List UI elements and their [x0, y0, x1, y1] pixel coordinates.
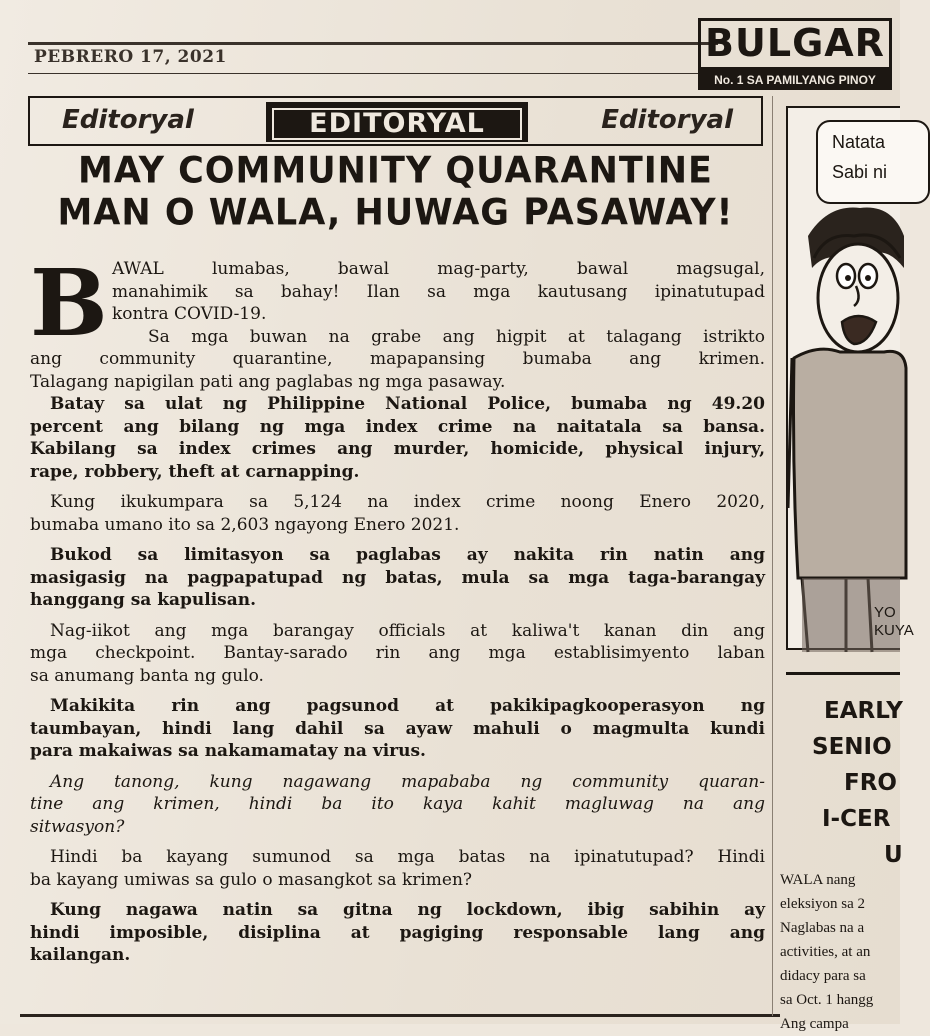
section-label-left: Editoryal — [62, 105, 194, 135]
article-line: Kabilang sa index crimes ang murder, homicide, physical injury, — [30, 439, 765, 459]
article-line: taumbayan, hindi lang dahil sa ayaw mahuli o magmulta kundi — [30, 718, 765, 739]
article-line: Kung nagawa natin sa gitna ng lockdown, ibig sabihin ay — [50, 900, 765, 920]
side-text-line: activities, at an — [780, 944, 871, 960]
cartoonist-signature — [874, 604, 914, 640]
article-line: Nag-iikot ang mga barangay officials at kaliwa't kanan din ang — [50, 620, 765, 641]
headline-line: MAY COMMUNITY QUARANTINE — [78, 150, 713, 192]
article-line: ang community quarantine, mapapansing bumaba ang krimen. — [30, 349, 765, 369]
article-line: manahimik sa bahay! Ilan sa mga kautusang ipinatutupad — [112, 281, 765, 302]
masthead-tagline: No. 1 SA PAMILYANG PINOY — [698, 70, 892, 90]
masthead-logo: BULGAR — [698, 18, 892, 70]
section-label-center: EDITORYAL — [272, 108, 522, 140]
side-text-line: eleksiyon sa 2 — [780, 896, 865, 912]
article-line: Kung ikukumpara sa 5,124 na index crime noong Enero 2020, — [50, 492, 765, 512]
dateline-bar — [28, 42, 718, 74]
article-line: Bukod sa limitasyon sa paglabas ay nakita rin natin ang — [50, 545, 765, 565]
side-text-line: didacy para sa — [780, 968, 866, 984]
side-text-line: WALA nang — [780, 872, 856, 888]
article-line: Hindi ba kayang sumunod sa mga batas na ipinatutupad? Hindi — [50, 847, 765, 867]
article-line: sitwasyon? — [30, 816, 125, 837]
bubble-line: Natata — [832, 132, 886, 152]
editorial-cartoon — [786, 106, 914, 650]
article-line: Ang tanong, kung nagawang mapababa ng community quaran- — [50, 771, 765, 792]
article-line: mga checkpoint. Bantay-sarado rin ang mga establisimyento laban — [30, 643, 765, 663]
column-divider — [772, 96, 773, 1016]
bottom-rule — [20, 1014, 780, 1017]
section-label-right: Editoryal — [601, 105, 733, 135]
side-headline-line: SENIO — [812, 734, 892, 760]
side-headline-line: EARLY — [824, 698, 903, 724]
article-line: kontra COVID-19. — [112, 304, 267, 324]
signature-line: YO — [874, 604, 896, 621]
side-story-headline-box — [786, 672, 903, 868]
headline-line: MAN O WALA, HUWAG PASAWAY! — [57, 192, 734, 234]
side-text-line: Naglabas na a — [780, 920, 865, 936]
article-line: hanggang sa kapulisan. — [30, 590, 257, 610]
side-headline-line: FRO — [844, 770, 897, 796]
side-headline-line: U — [884, 842, 903, 868]
article-line: tine ang krimen, hindi ba ito kaya kahit magluwag na ang — [30, 794, 765, 814]
side-story-text — [780, 868, 900, 1036]
section-banner — [28, 96, 763, 146]
article-line: sa anumang banta ng gulo. — [30, 665, 264, 686]
side-text-line: sa Oct. 1 hangg — [780, 992, 874, 1008]
side-story-headline — [786, 693, 903, 873]
article-line: masigasig na pagpapatupad ng batas, mula sa mga taga-barangay — [30, 567, 765, 588]
article-line: bumaba umano ito sa 2,603 ngayong Enero 2021. — [30, 514, 460, 535]
article-line: Batay sa ulat ng Philippine National Police, bumaba ng 49.20 — [50, 394, 765, 414]
article-line: kailangan. — [30, 945, 131, 965]
section-label-center-box — [266, 102, 528, 142]
article-line: Talagang napigilan pati ang paglabas ng mga pasaway. — [30, 371, 506, 392]
article-line: rape, robbery, theft at carnapping. — [30, 461, 360, 482]
editorial-headline — [28, 150, 763, 234]
article-line: percent ang bilang ng mga index crime na naitatala sa bansa. — [30, 416, 765, 437]
article-line: para makaiwas sa nakamamatay na virus. — [30, 741, 426, 761]
drop-cap: B — [30, 249, 108, 357]
bubble-line: Sabi ni — [832, 162, 888, 182]
article-line: hindi imposible, disiplina at pagiging responsable lang ang — [30, 922, 765, 943]
article-line: AWAL lumabas, bawal mag-party, bawal magsugal, — [112, 259, 765, 279]
side-headline-line: I-CER — [822, 806, 891, 832]
article-line: Makikita rin ang pagsunod at pakikipagkooperasyon ng — [50, 696, 765, 716]
article-line: ba kayang umiwas sa gulo o masangkot sa krimen? — [30, 869, 473, 890]
signature-line: KUYA — [874, 622, 914, 639]
article-line: Sa mga buwan na grabe ang higpit at talagang istrikto — [148, 326, 765, 347]
side-text-line: Ang campa — [780, 1016, 849, 1032]
issue-date: PEBRERO 17, 2021 — [34, 47, 227, 67]
article-body — [30, 249, 765, 967]
masthead — [698, 18, 892, 92]
cartoon-figure-illustration — [788, 108, 902, 652]
